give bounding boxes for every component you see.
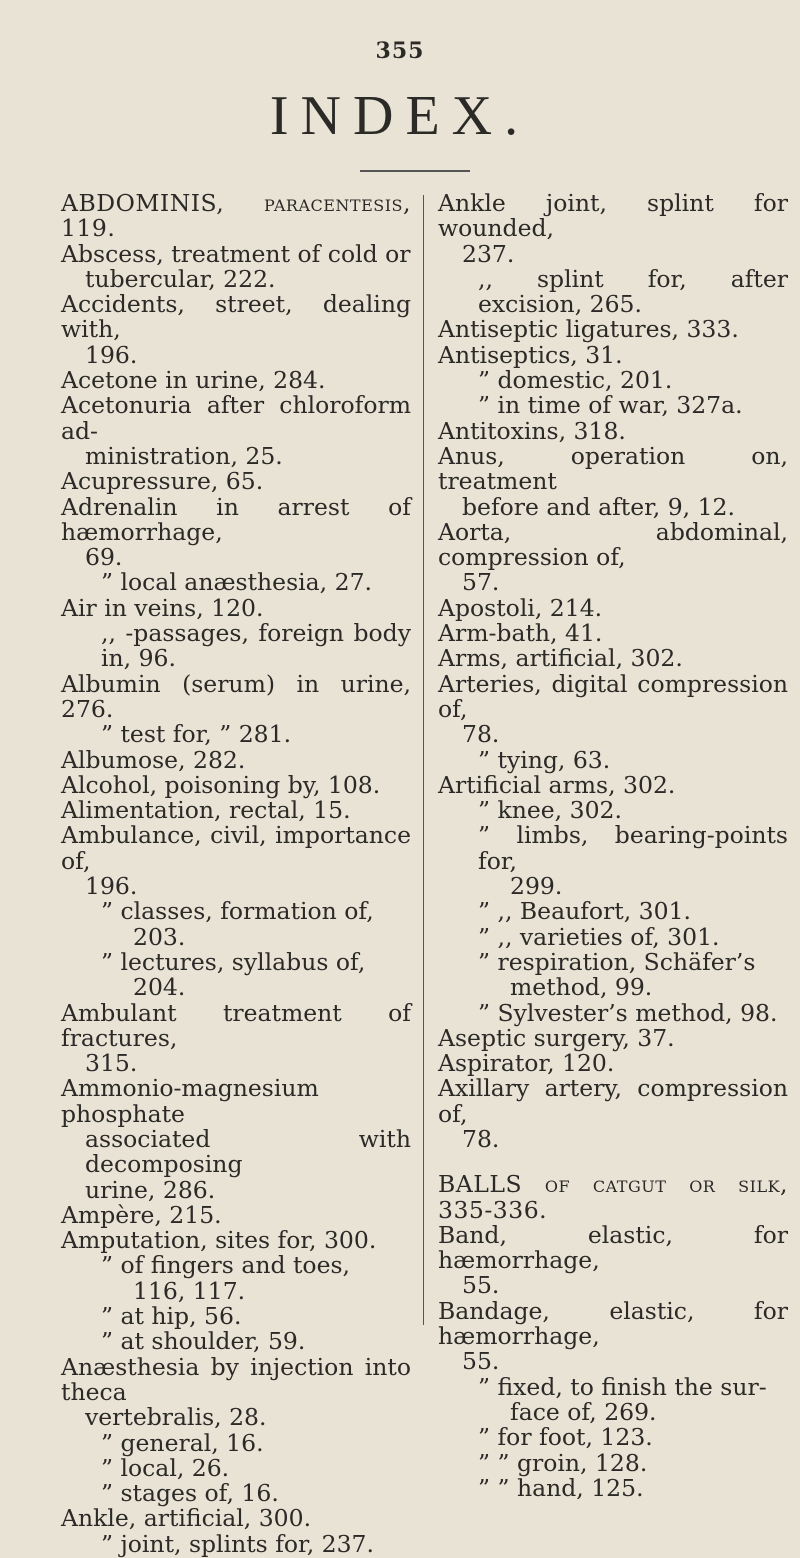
index-entry-line: Antiseptics, 31.: [438, 340, 623, 369]
index-entry-line: ” lectures, syllabus of,: [101, 947, 366, 976]
index-entry: [61, 823, 411, 899]
index-entry: [438, 1296, 788, 1376]
index-entry-line: Albumose, 282.: [61, 745, 246, 774]
index-entry-line: ” ,, varieties of, 301.: [478, 922, 720, 951]
index-subentry: [61, 1304, 411, 1329]
index-subentry: [438, 1473, 788, 1502]
index-entry-line: ” for foot, 123.: [478, 1423, 653, 1452]
index-entry: [438, 593, 788, 622]
index-entry-line: ,, splint for, after excision, 265.: [478, 264, 788, 319]
column-divider: [423, 195, 424, 1325]
index-entry: [61, 669, 411, 723]
index-entry-line: ministration, 25.: [85, 441, 283, 470]
index-entry: [438, 1220, 788, 1300]
index-entry-line: 237.: [462, 239, 515, 268]
index-entry-line: Apostoli, 214.: [438, 593, 603, 622]
index-entry-line: tubercular, 222.: [85, 264, 276, 293]
index-entry: [438, 340, 788, 369]
index-entry-line: Aspirator, 120.: [438, 1049, 615, 1078]
index-subentry: [438, 1425, 788, 1450]
index-entry-line: Ambulant treatment of fractures,: [61, 998, 411, 1052]
index-subentry: [438, 1372, 788, 1426]
index-entry: [61, 998, 411, 1078]
index-entry: [438, 621, 788, 646]
index-entry-line: Band, elastic, for hæmorrhage,: [438, 1220, 788, 1275]
index-entry-line: ” in time of war, 327a.: [478, 391, 743, 420]
index-entry: [438, 1076, 788, 1152]
index-subentry: [438, 798, 788, 823]
index-entry-line: 78.: [462, 1124, 500, 1153]
index-entry-line: Artificial arms, 302.: [438, 770, 676, 799]
index-entry-line: ” test for, ” 281.: [101, 720, 292, 749]
index-subentry: [61, 899, 411, 950]
index-entry-line: ” joint, splints for, 237.: [101, 1529, 374, 1558]
index-entry: [61, 1200, 411, 1229]
index-entry-line: Abscess, treatment of cold or: [61, 239, 411, 268]
index-entry-line: ” limbs, bearing-points for,: [478, 821, 788, 875]
index-entry-line: ” knee, 302.: [478, 796, 622, 825]
index-entry-line: before and after, 9, 12.: [462, 492, 735, 521]
index-entry: [61, 368, 411, 393]
index-entry: [61, 292, 411, 368]
index-entry-line: Air in veins, 120.: [61, 593, 264, 622]
index-entry-line: associated with decomposing: [85, 1124, 411, 1179]
index-entry-line: 315.: [85, 1049, 138, 1078]
index-entry-line: ” local anæsthesia, 27.: [101, 568, 372, 597]
index-subentry: [61, 1428, 411, 1457]
index-entry-line: Bandage, elastic, for hæmorrhage,: [438, 1296, 788, 1351]
index-entry-line: 55.: [462, 1271, 500, 1300]
index-entry-line: ” ” hand, 125.: [478, 1473, 644, 1502]
index-entry-line: Ammonio-magnesium phosphate: [61, 1074, 319, 1128]
index-entry-line: ,, -passages, foreign body in, 96.: [101, 619, 411, 673]
index-subentry: [61, 621, 411, 672]
index-entry-line: Antiseptic ligatures, 333.: [438, 315, 739, 344]
index-entry-line: Ankle joint, splint for wounded,: [438, 189, 788, 243]
index-entry: [438, 416, 788, 445]
index-subentry: [61, 1253, 411, 1304]
index-subentry: [61, 722, 411, 747]
index-entry-line: 204.: [133, 973, 186, 1002]
index-entry-line: ” ,, Beaufort, 301.: [478, 897, 692, 926]
index-entry: [61, 745, 411, 774]
index-subentry: [61, 1453, 411, 1482]
index-subentry: [438, 393, 788, 418]
index-entry: [438, 1023, 788, 1052]
section-gap: [438, 1152, 788, 1172]
index-entry-line: ABDOMINIS, paracentesis, 119.: [61, 189, 411, 243]
index-entry: [438, 441, 788, 521]
index-column-left: [61, 191, 411, 1557]
index-entry: [61, 1076, 411, 1202]
index-entry-line: Anæsthesia by injection into theca: [61, 1352, 411, 1406]
index-entry: [438, 191, 788, 267]
index-entry-line: BALLS of catgut or silk, 335-336.: [438, 1170, 788, 1224]
index-entry: [61, 798, 411, 823]
index-entry-line: 55.: [462, 1347, 500, 1376]
index-entry-line: Ampère, 215.: [61, 1200, 222, 1229]
index-entry-line: ” domestic, 201.: [478, 366, 673, 395]
index-entry-line: 203.: [133, 922, 186, 951]
index-entry-line: Amputation, sites for, 300.: [61, 1226, 377, 1255]
index-entry-line: ” of fingers and toes,: [101, 1251, 351, 1280]
index-entry: [61, 1352, 411, 1432]
index-entry: [438, 1051, 788, 1076]
index-entry-line: Ankle, artificial, 300.: [61, 1504, 312, 1533]
index-entry-line: 299.: [510, 872, 563, 901]
index-entry-line: 196.: [85, 872, 138, 901]
index-entry-line: Antitoxins, 318.: [438, 416, 626, 445]
index-entry: [61, 1506, 411, 1531]
index-entry: [438, 646, 788, 671]
index-entry-line: ” local, 26.: [101, 1453, 230, 1482]
index-entry-line: ” tying, 63.: [478, 745, 611, 774]
index-entry: [61, 191, 411, 242]
index-entry-line: Alimentation, rectal, 15.: [61, 796, 351, 825]
index-subentry: [61, 1529, 411, 1558]
index-entry: [61, 469, 411, 494]
index-entry-line: ” at hip, 56.: [101, 1302, 242, 1331]
index-entry-line: urine, 286.: [85, 1175, 216, 1204]
index-entry: [61, 593, 411, 622]
index-entry-line: 57.: [462, 568, 500, 597]
index-subentry: [61, 570, 411, 595]
index-entry-line: Aseptic surgery, 37.: [438, 1023, 675, 1052]
index-entry-line: Adrenalin in arrest of hæmorrhage,: [61, 492, 411, 546]
index-entry-line: Accidents, street, dealing with,: [61, 290, 411, 344]
index-column-right: [438, 191, 788, 1501]
index-entry-line: vertebralis, 28.: [85, 1403, 267, 1432]
index-entry-line: Aorta, abdominal, compression of,: [438, 517, 788, 572]
index-entry-line: ” Sylvester’s method, 98.: [478, 998, 778, 1027]
index-entry-line: Ambulance, civil, importance of,: [61, 821, 411, 875]
index-entry-line: ” stages of, 16.: [101, 1479, 279, 1508]
index-entry-line: face of, 269.: [510, 1397, 657, 1426]
index-entry: [61, 770, 411, 799]
index-subentry: [438, 1448, 788, 1477]
page-title: INDEX.: [269, 85, 531, 147]
index-subentry: [438, 899, 788, 924]
index-entry: [438, 770, 788, 799]
index-entry-line: 69.: [85, 543, 123, 572]
index-entry-line: Axillary artery, compression of,: [438, 1074, 788, 1128]
index-entry-line: Arms, artificial, 302.: [438, 644, 683, 673]
index-subentry: [61, 1481, 411, 1506]
index-entry-line: Albumin (serum) in urine, 276.: [61, 669, 411, 723]
index-subentry: [438, 947, 788, 1002]
index-entry-line: method, 99.: [510, 973, 653, 1002]
title-rule: [360, 170, 470, 172]
index-subentry: [61, 947, 411, 1002]
index-entry-line: ” respiration, Schäfer’s: [478, 947, 756, 976]
index-entry-line: 78.: [462, 720, 500, 749]
index-subentry: [61, 1329, 411, 1354]
index-subentry: [438, 745, 788, 774]
index-entry-line: ” general, 16.: [101, 1428, 264, 1457]
index-subentry: [438, 264, 788, 319]
index-entry-line: Arm-bath, 41.: [438, 619, 603, 648]
index-entry-line: Acetonuria after chloroform ad-: [61, 391, 411, 445]
index-entry: [61, 492, 411, 572]
index-entry-line: Anus, operation on, treatment: [438, 441, 788, 496]
index-entry-line: Acetone in urine, 284.: [61, 366, 326, 395]
index-entry: [438, 317, 788, 342]
index-subentry: [438, 922, 788, 951]
index-entry-line: ” fixed, to finish the sur-: [478, 1372, 767, 1401]
index-entry: [61, 393, 411, 469]
index-entry: [61, 239, 411, 293]
index-entry-line: Arteries, digital compression of,: [438, 669, 788, 723]
index-entry-line: Alcohol, poisoning by, 108.: [61, 770, 381, 799]
index-entry-line: Acupressure, 65.: [61, 467, 264, 496]
index-subentry: [438, 368, 788, 393]
index-entry-line: 196.: [85, 340, 138, 369]
index-subentry: [438, 823, 788, 899]
index-entry: [438, 517, 788, 597]
index-entry-line: ” ” groin, 128.: [478, 1448, 648, 1477]
index-entry: [61, 1228, 411, 1253]
index-entry: [438, 669, 788, 749]
index-entry-line: ” classes, formation of,: [101, 897, 374, 926]
page-number: 355: [375, 38, 425, 64]
index-entry-line: ” at shoulder, 59.: [101, 1327, 306, 1356]
index-entry: [438, 1172, 788, 1223]
index-entry-line: 116, 117.: [133, 1276, 246, 1305]
index-subentry: [438, 998, 788, 1027]
